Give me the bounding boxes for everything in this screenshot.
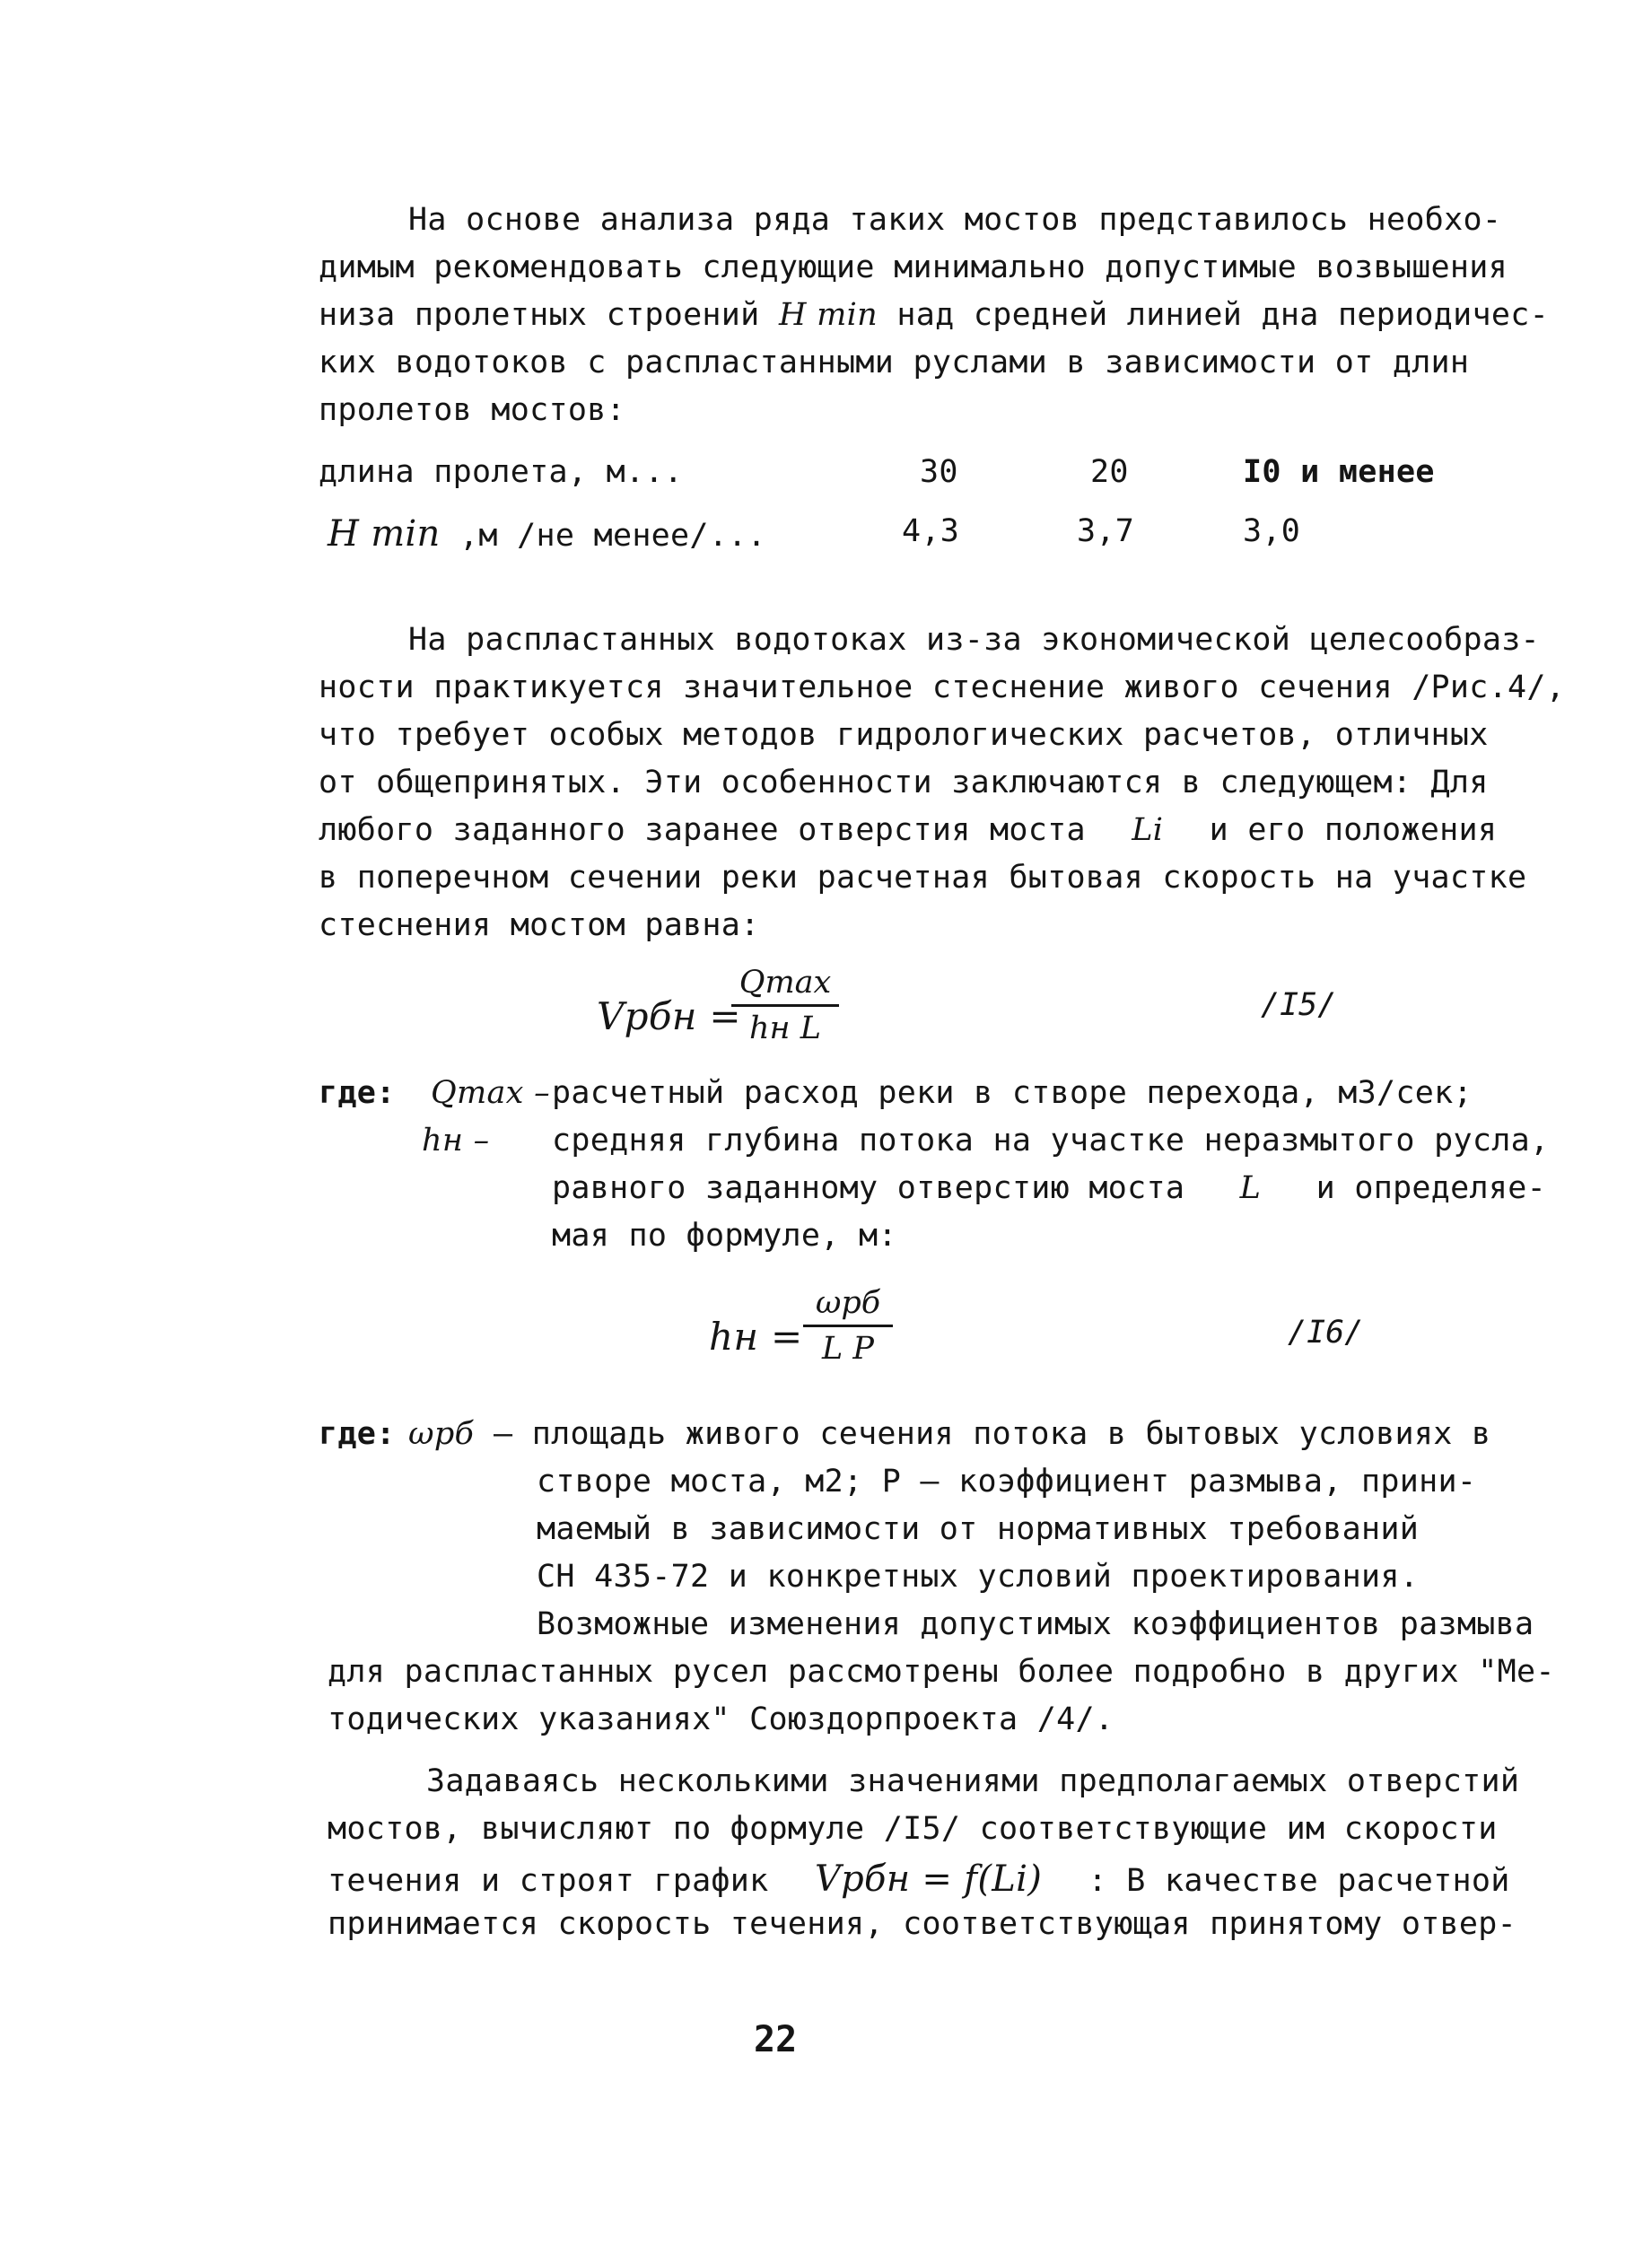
formula16-lhs: hн = [709,1315,803,1359]
paragraph1-line5: пролетов мостов: [319,392,625,428]
table-row1-value3: I0 и менее [1243,454,1435,490]
formula16-fraction [803,1285,893,1367]
def2-intro: где: [319,1416,396,1452]
def1-h-line1: средняя глубина потока на участке неразмытого русла, [552,1123,1550,1159]
table-row1-value1: 30 [920,454,958,490]
paragraph4-line2: мостов, вычисляют по формуле /I5/ соответствующие им скорости [328,1811,1498,1847]
formula15-numerator: Qmax [739,965,832,1001]
table-row2-label [328,513,766,555]
formula15-denominator: hн L [749,1010,821,1046]
def2-line4: СН 435-72 и конкретных условий проектирования. [537,1559,1420,1595]
li-symbol: Li [1132,812,1164,848]
h-min-symbol: H min [778,297,878,333]
table-row2-value3: 3,0 [1243,513,1301,549]
page-number: 22 [754,2019,798,2060]
formula15-bar [731,1004,839,1007]
def2-line1: – площадь живого сечения потока в бытовых условиях в [494,1416,1491,1452]
formula16-number: /I6/ [1288,1315,1364,1351]
paragraph2-line4: от общепринятых. Эти особенности заключаются в следующем: Для [319,765,1489,800]
paragraph2-line5 [319,812,1497,848]
def1-h-line3: мая по формуле, м: [552,1218,897,1254]
paragraph2-line1: На распластанных водотоках из-за экономической целесообраз- [408,622,1540,658]
formula16-numerator: ωрб [815,1285,881,1321]
table-row2-value2: 3,7 [1077,513,1135,549]
paragraph2-line6: в поперечном сечении реки расчетная бытовая скорость на участке [319,860,1527,896]
def1-q-symbol: Qmax – [431,1075,550,1111]
paragraph4-line3-tail: : В качестве расчетной [1088,1863,1510,1899]
h-min-symbol-row: H min [328,513,441,555]
table-row2-label-text: ,м /не менее/... [459,518,766,554]
table-row1-label: длина пролета, м... [319,454,684,490]
paragraph1-line4: ких водотоков с распластанными руслами в зависимости от длин [319,345,1470,380]
paragraph2-line5-text: любого заданного заранее отверстия моста [319,812,1086,848]
def2-line3: маемый в зависимости от нормативных требований [537,1511,1420,1547]
formula16-bar [803,1325,893,1327]
paragraph4-line1: Задаваясь несколькими значениями предполагаемых отверстий [426,1763,1520,1799]
formula16-denominator: L P [822,1331,874,1367]
paragraph3-line1: Возможные изменения допустимых коэффициентов размыва [537,1606,1534,1642]
paragraph2-line5-tail: и его положения [1209,812,1498,848]
table-row2-value1: 4,3 [902,513,960,549]
paragraph2-line2: ности практикуется значительное стеснение живого сечения /Рис.4/, [319,669,1566,705]
def1-q-text: расчетный расход реки в створе перехода, м3/сек; [552,1075,1473,1111]
paragraph1-line3 [319,297,1549,333]
graph-symbol: Vрбн = f(Li) [814,1858,1043,1900]
paragraph4-line3-text: течения и строят график [328,1863,769,1899]
paragraph1-line3-text: низа пролетных строений [319,297,760,333]
formula15-number: /I5/ [1261,987,1337,1023]
def1-h-symbol: hн – [422,1123,490,1159]
paragraph1-line3-tail: над средней линией дна периодичес- [896,297,1550,333]
paragraph1-line1: На основе анализа ряда таких мостов представилось необхо- [408,202,1502,238]
l-symbol: L [1239,1170,1262,1206]
def1-h-line2-text: равного заданному отверстию моста [552,1170,1185,1206]
paragraph3-line3: тодических указаниях" Союздорпроекта /4/. [328,1701,1114,1737]
def2-line2: створе моста, м2; Р – коэффициент размыва, прини- [537,1464,1477,1500]
table-row1-value2: 20 [1090,454,1129,490]
paragraph2-line7: стеснения мостом равна: [319,907,760,943]
paragraph1-line2: димым рекомендовать следующие минимально допустимые возвышения [319,249,1508,285]
def1-h-line2 [552,1170,1546,1206]
def2-w-symbol: ωрб [408,1416,475,1452]
def1-h-line2-tail: и определяе- [1315,1170,1547,1206]
paragraph2-line3: что требует особых методов гидрологических расчетов, отличных [319,717,1489,753]
paragraph3-line2: для распластанных русел рассмотрены более подробно в других "Ме- [328,1654,1555,1690]
paragraph4-line3 [328,1858,1510,1900]
paragraph4-line4: принимается скорость течения, соответствующая принятому отвер- [328,1906,1517,1942]
formula15-fraction [731,965,839,1046]
formula15-lhs: Vрбн = [597,994,741,1038]
def1-intro: где: [319,1075,396,1111]
